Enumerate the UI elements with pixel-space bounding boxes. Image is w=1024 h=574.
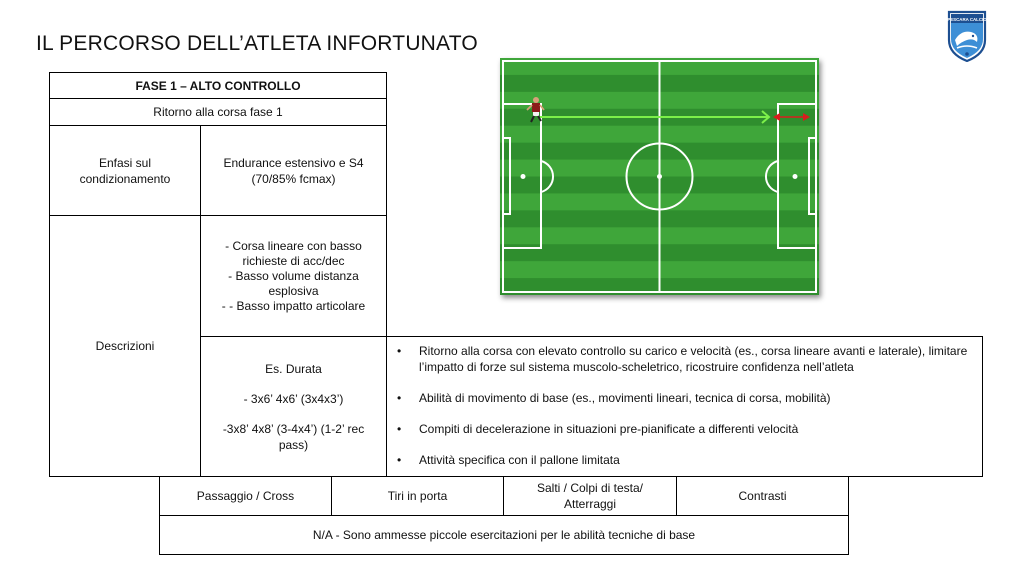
bullet-icon: •: [397, 391, 402, 405]
duration-cell: [200, 336, 387, 477]
objectives-box: [386, 336, 983, 477]
objectives-list: [397, 343, 974, 468]
bottom-header-contrasti: Contrasti: [738, 489, 787, 503]
objective-item: [397, 343, 974, 375]
bottom-note-cell: [159, 515, 849, 555]
phase-header-text: FASE 1 – ALTO CONTROLLO: [135, 78, 301, 93]
emphasis-value-cell: [200, 125, 387, 216]
descriptions-label-cell: [49, 215, 201, 477]
phase-header: [49, 72, 387, 99]
phase-subheader: [49, 98, 387, 126]
objective-text: Attività specifica con il pallone limitata: [419, 453, 620, 467]
bottom-note: N/A - Sono ammesse piccole esercitazioni per le abilità tecniche di base: [312, 528, 696, 542]
page-title: IL PERCORSO DELL’ATLETA INFORTUNATO: [36, 32, 478, 55]
logo-text: PESCARA CALCIO: [947, 17, 987, 22]
emphasis-label: Enfasi sul condizionamento: [79, 155, 171, 186]
emphasis-label-cell: [49, 125, 201, 216]
left-penalty-spot: [521, 174, 526, 179]
descriptions-item: - Basso volume distanza esplosiva: [228, 268, 359, 298]
objective-text: Compiti di decelerazione in situazioni pre-pianificate a differenti velocità: [419, 422, 799, 436]
bullet-icon: •: [397, 344, 402, 358]
descriptions-label: Descrizioni: [95, 339, 155, 353]
bullet-icon: •: [397, 422, 402, 436]
bottom-header-cell: [331, 476, 504, 516]
descriptions-list-cell: [200, 215, 387, 337]
bottom-header-salti: Salti / Colpi di testa/ Atterraggi: [536, 481, 644, 511]
center-spot: [657, 174, 662, 179]
duration-line-2: -3x8’ 4x8’ (3-4x4’) (1-2’ rec pass): [222, 421, 365, 452]
objective-item: [397, 452, 974, 468]
objective-text: Ritorno alla corsa con elevato controllo su carico e velocità (es., corsa lineare avanti e laterale), limitare l’impatto di forze sul sistema muscolo-scheletrico, ricostruire confidenza nell’atleta: [419, 344, 968, 374]
objective-text: Abilità di movimento di base (es., movimenti lineari, tecnica di corsa, mobilità): [419, 391, 831, 405]
phase-subheader-text: Ritorno alla corsa fase 1: [153, 105, 283, 119]
pescara-calcio-logo-icon: [947, 10, 987, 62]
bottom-header-tiri: Tiri in porta: [387, 489, 448, 503]
duration-line-1: - 3x6’ 4x6’ (3x4x3’): [243, 391, 344, 406]
field-svg: [500, 58, 819, 295]
bottom-header-cell: [503, 476, 677, 516]
objective-item: [397, 390, 974, 406]
duration-title: Es. Durata: [265, 361, 322, 376]
objective-item: [397, 421, 974, 437]
emphasis-value: Endurance estensivo e S4 (70/85% fcmax): [223, 155, 364, 186]
bottom-header-passaggio: Passaggio / Cross: [196, 489, 295, 503]
bullet-icon: •: [397, 453, 402, 467]
descriptions-list: [209, 239, 378, 314]
bottom-header-cell: [676, 476, 849, 516]
football-field-diagram: [500, 58, 819, 295]
right-penalty-spot: [793, 174, 798, 179]
bottom-header-cell: [159, 476, 332, 516]
club-logo: [947, 10, 987, 62]
descriptions-item: - Corsa lineare con basso richieste di acc/dec: [225, 238, 362, 268]
descriptions-item: - - Basso impatto articolare: [221, 298, 366, 313]
